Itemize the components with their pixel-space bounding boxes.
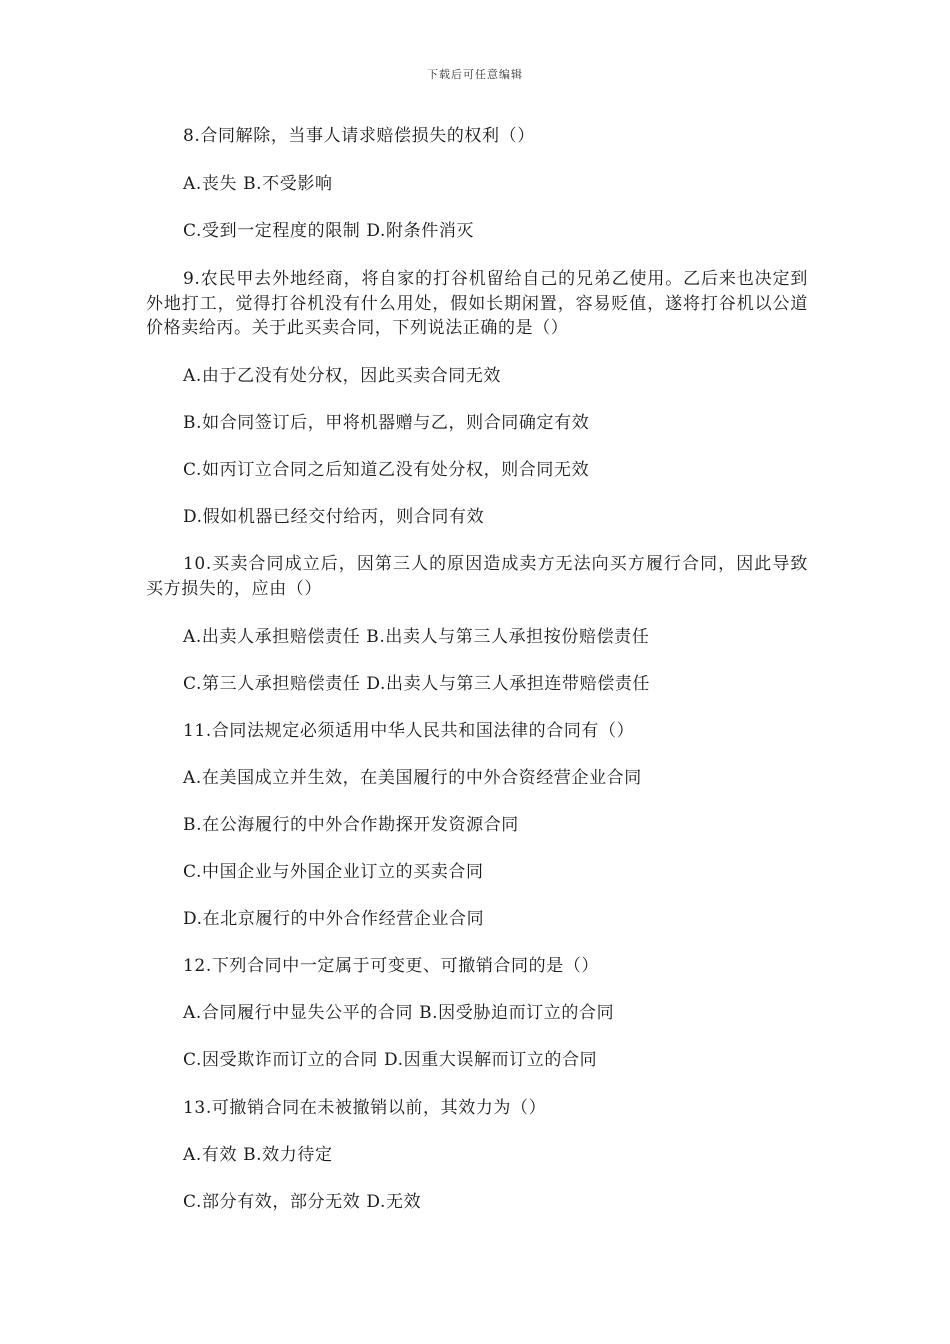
- question-12-options-cd: C.因受欺诈而订立的合同 D.因重大误解而订立的合同: [183, 1050, 598, 1070]
- question-11: 11.合同法规定必须适用中华人民共和国法律的合同有（）: [183, 721, 635, 741]
- question-10-options-ab: A.出卖人承担赔偿责任 B.出卖人与第三人承担按份赔偿责任: [183, 627, 650, 647]
- question-10: 10.买卖合同成立后，因第三人的原因造成卖方无法向买方履行合同，因此导致买方损失的，应由（）: [146, 554, 808, 599]
- question-8-options-cd: C.受到一定程度的限制 D.附条件消灭: [183, 221, 475, 241]
- question-12-options-ab: A.合同履行中显失公平的合同 B.因受胁迫而订立的合同: [183, 1003, 615, 1023]
- question-9-option-c: C.如丙订立合同之后知道乙没有处分权，则合同无效: [183, 460, 590, 480]
- question-11-option-c: C.中国企业与外国企业订立的买卖合同: [183, 862, 484, 882]
- question-9-option-b: B.如合同签订后，甲将机器赠与乙，则合同确定有效: [183, 413, 590, 433]
- question-8-options-ab: A.丧失 B.不受影响: [183, 174, 333, 194]
- question-9-option-d: D.假如机器已经交付给丙，则合同有效: [183, 507, 485, 527]
- question-10-options-cd: C.第三人承担赔偿责任 D.出卖人与第三人承担连带赔偿责任: [183, 674, 651, 694]
- question-11-option-d: D.在北京履行的中外合作经营企业合同: [183, 909, 485, 929]
- page-header: 下载后可任意编辑: [427, 68, 523, 81]
- question-13-options-cd: C.部分有效，部分无效 D.无效: [183, 1192, 422, 1212]
- question-9-option-a: A.由于乙没有处分权，因此买卖合同无效: [183, 366, 502, 386]
- question-8: 8.合同解除，当事人请求赔偿损失的权利（）: [183, 126, 535, 146]
- question-11-option-b: B.在公海履行的中外合作勘探开发资源合同: [183, 815, 519, 835]
- question-13-options-ab: A.有效 B.效力待定: [183, 1145, 333, 1165]
- question-11-option-a: A.在美国成立并生效，在美国履行的中外合资经营企业合同: [183, 768, 642, 788]
- question-12: 12.下列合同中一定属于可变更、可撤销合同的是（）: [183, 956, 600, 976]
- question-9: 9.农民甲去外地经商，将自家的打谷机留给自己的兄弟乙使用。乙后来也决定到外地打工，觉得打谷机没有什么用处，假如长期闲置，容易贬值，遂将打谷机以公道价格卖给丙。关于此买卖合同，下列说法正确的是（）: [146, 269, 808, 338]
- question-13: 13.可撤销合同在未被撤销以前，其效力为（）: [183, 1098, 547, 1118]
